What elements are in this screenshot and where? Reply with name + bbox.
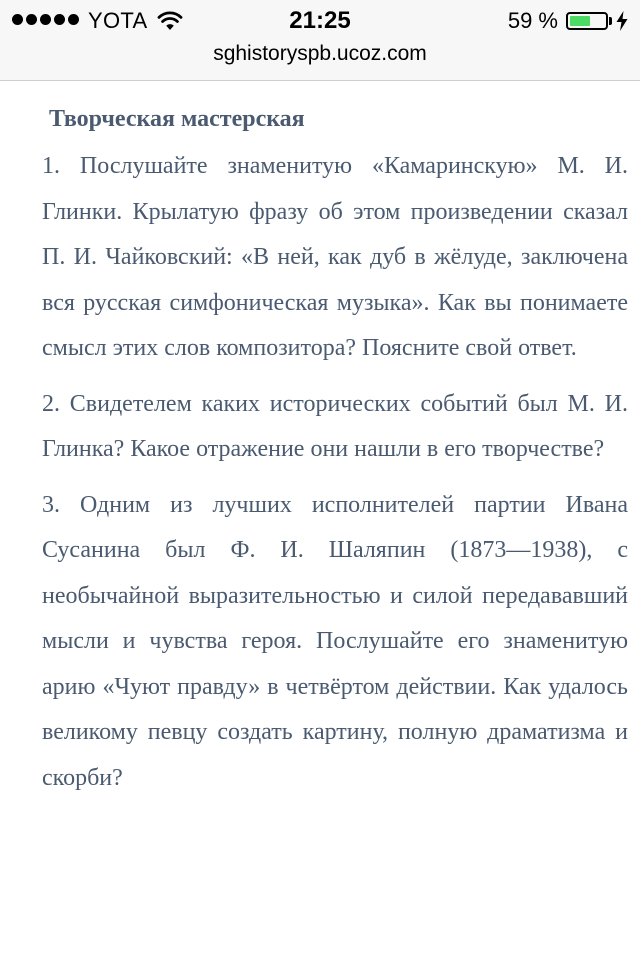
battery-percent: 59 % — [507, 8, 558, 33]
clock-time: 21:25 — [289, 7, 351, 34]
carrier-name: YOTA — [88, 8, 148, 33]
battery-level-fill — [570, 16, 590, 26]
battery-nub — [609, 17, 612, 25]
battery-icon — [566, 12, 608, 30]
address-bar-url[interactable]: sghistoryspb.ucoz.com — [213, 42, 427, 65]
paragraph-task-3: 3. Одним из лучших исполнителей партии Ивана Сусанина был Ф. И. Шаляпин (1873—1938), с необычайной выразительностью и силой передававший мысли и чувства героя. Послушайте его знаменитую арию «Чуют правду» в четвёртом действии. Как удалось великому певцу создать картину, полную драматизма и скорби? — [42, 491, 628, 791]
bolt-icon — [616, 11, 628, 31]
article-content — [42, 98, 628, 811]
browser-header — [0, 0, 640, 81]
section-title: Творческая мастерская — [49, 106, 305, 132]
status-right — [508, 8, 628, 34]
status-bar — [0, 0, 640, 40]
paragraph-task-1: 1. Послушайте знаменитую «Камаринскую» М. И. Глинки. Крылатую фразу об этом произведении сказал П. И. Чайковский: «В ней, как дуб в жёлуде, заключена вся русская симфоническая музыка». Как вы понимаете смысл этих слов композитора? Поясните свой ответ. — [42, 153, 628, 361]
paragraph-task-2: 2. Свидетелем каких исторических событий был М. И. Глинка? Какое отражение они нашли в его творчестве? — [42, 390, 628, 462]
